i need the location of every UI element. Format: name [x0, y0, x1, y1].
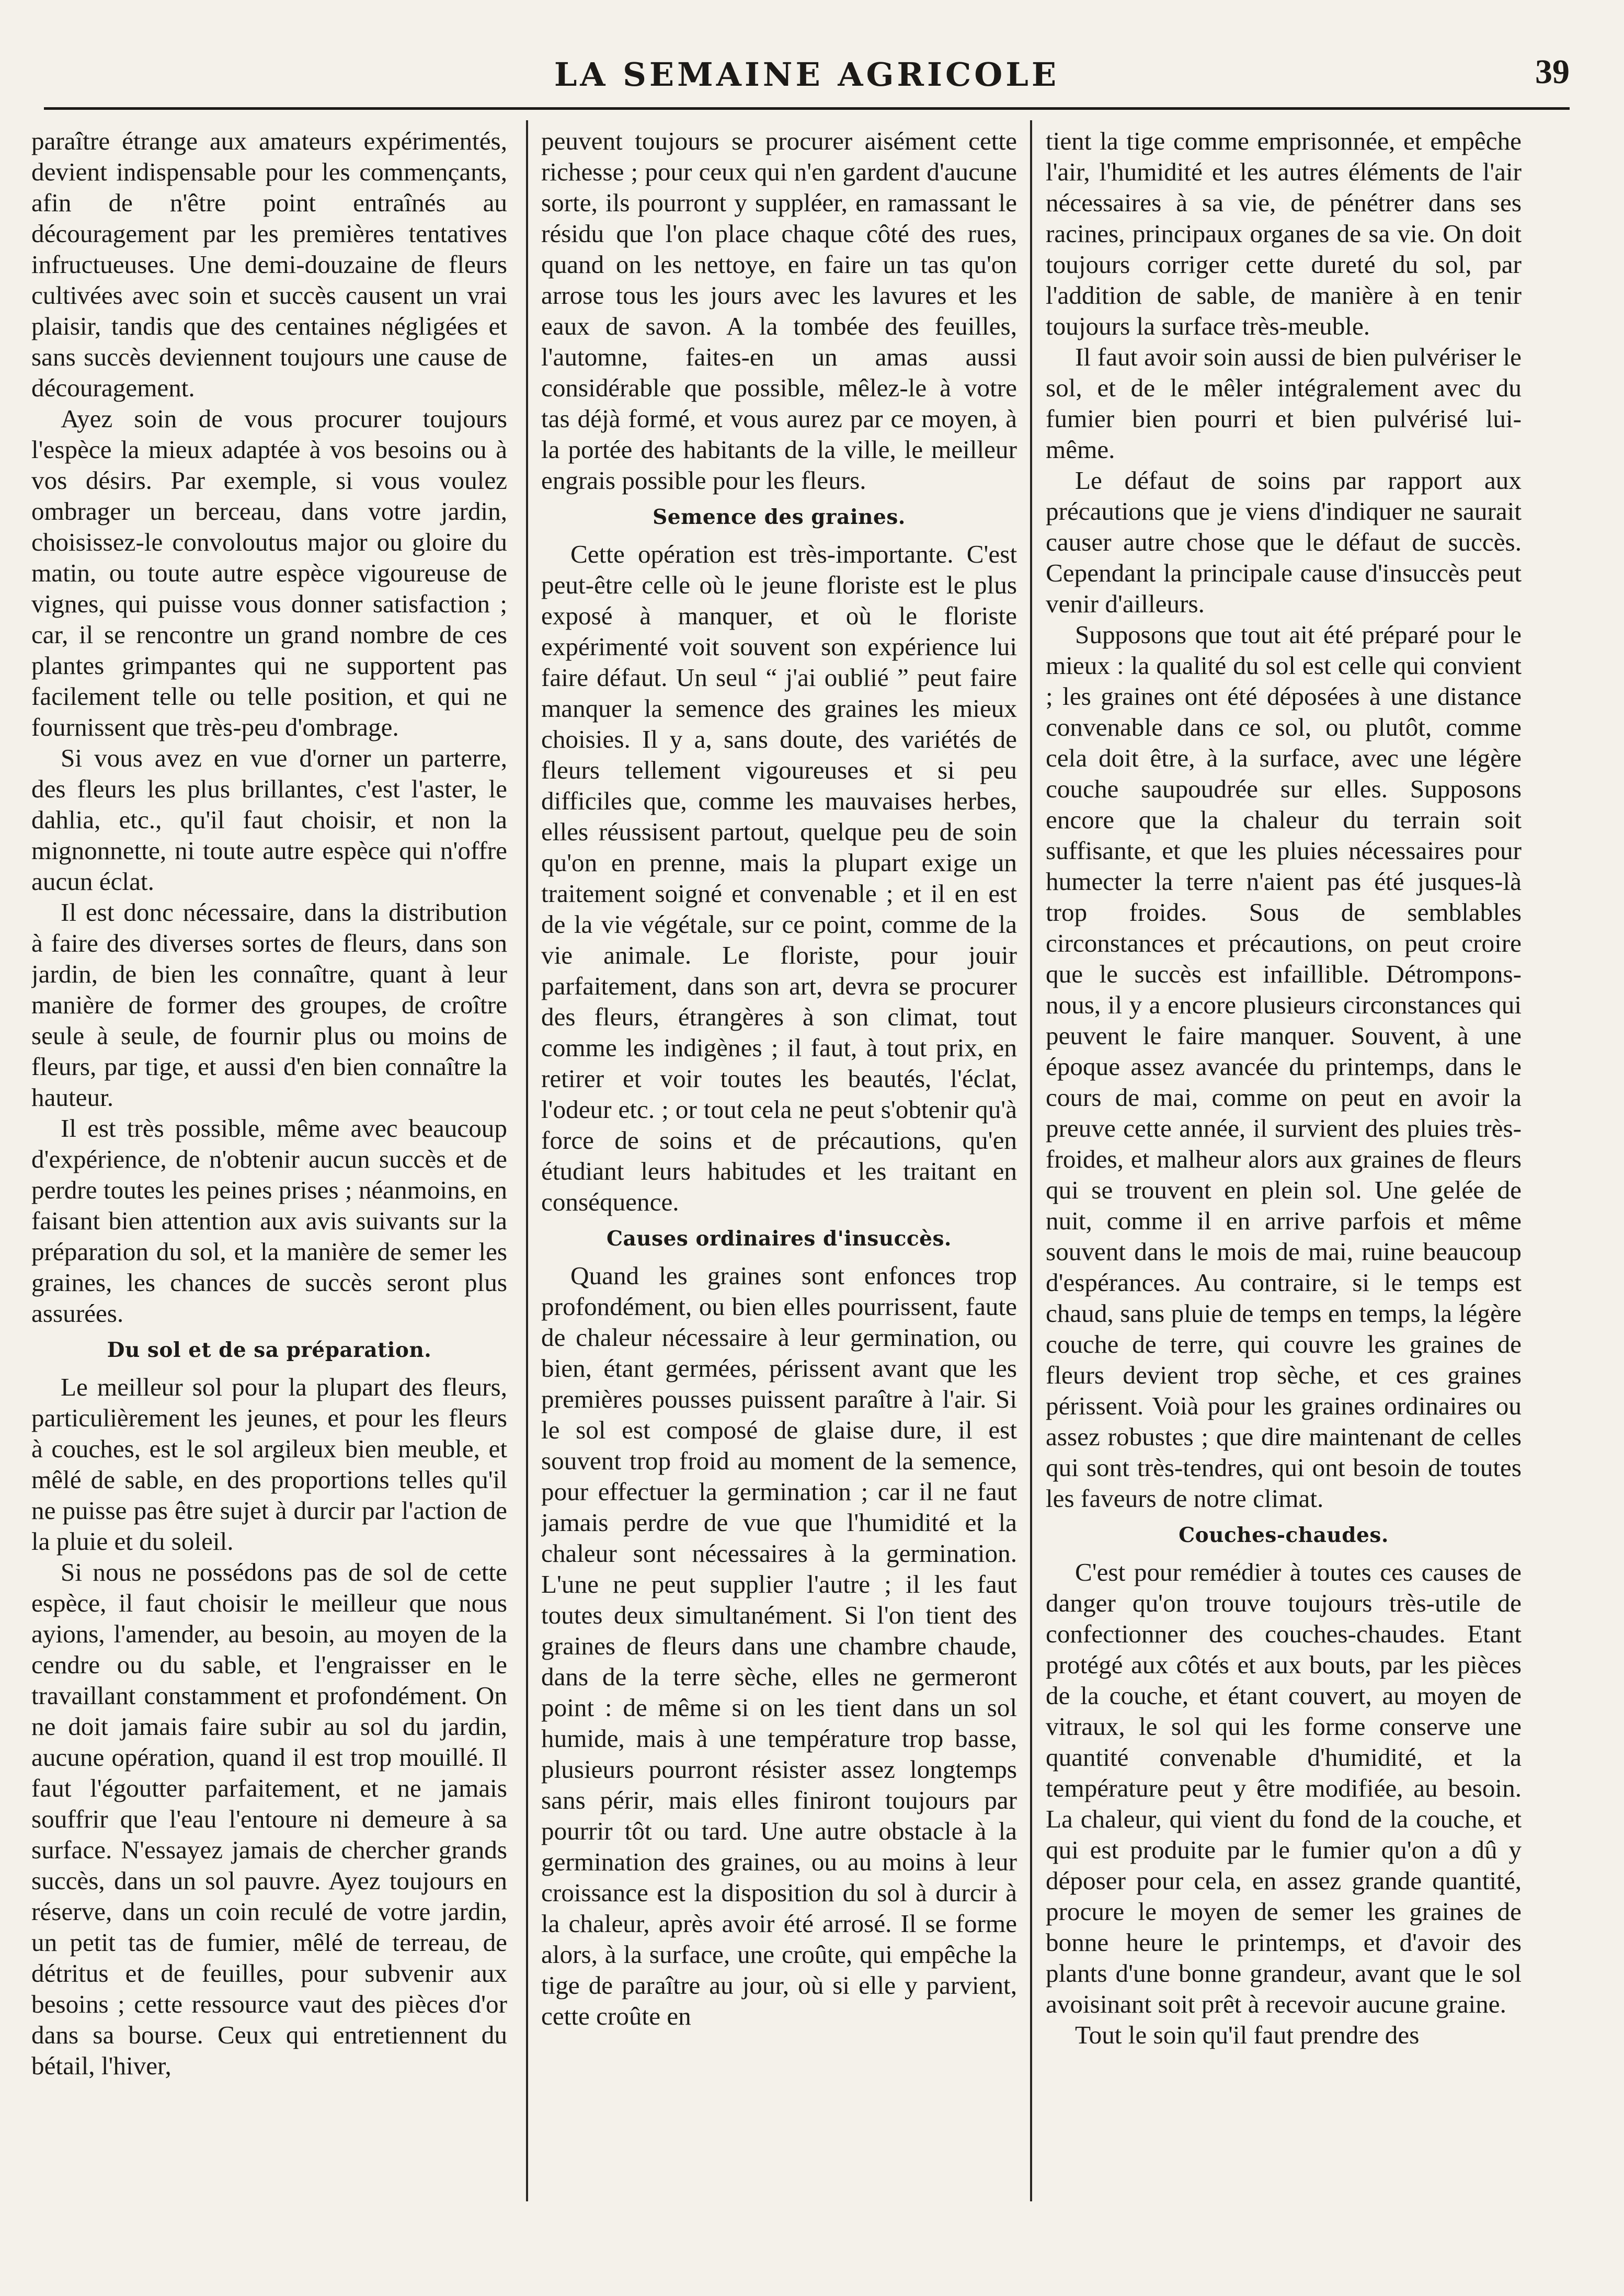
paragraph: Il est donc nécessaire, dans la distribution à faire des diverses sortes de fleurs, dans son jardin, de bien les connaître, quant à leur manière de former des groupes, de croître seule à seule, de fournir plus ou moins de fleurs, par tige, et aussi d'en bien connaître la hauteur.: [31, 898, 507, 1112]
paragraph: Si vous avez en vue d'orner un parterre, des fleurs les plus brillantes, c'est l'aster, le dahlia, etc., qu'il faut choisir, et non la mignonnette, ni toute autre espèce qui n'offre aucun éclat.: [31, 744, 507, 896]
header-rule: [44, 107, 1570, 110]
publication-title: LA SEMAINE AGRICOLE: [554, 55, 1060, 94]
masthead: [44, 50, 1570, 102]
paragraph: C'est pour remédier à toutes ces causes de danger qu'on trouve toujours très-utile de confectionner des couches-chaudes. Etant protégé aux côtés et aux bouts, par les pièces de la couche, et étant couvert, au moyen de vitraux, le sol qui les forme conserve une quantité convenable d'humidité, et la température peut y être modifiée, au besoin. La chaleur, qui vient du fond de la couche, et qui est produite par le fumier qu'on a dû y déposer pour cela, en assez grande quantité, procure le moyen de semer les graines de bonne heure le printemps, et d'avoir des plants d'une bonne grandeur, avant que le sol avoisinant soit prêt à recevoir aucune graine.: [1046, 1558, 1522, 2018]
paragraph: Le meilleur sol pour la plupart des fleurs, particulièrement les jeunes, et pour les fleurs à couches, est le sol argileux bien meuble, et mêlé de sable, en des proportions telles qu'il ne puisse pas être sujet à durcir par l'action de la pluie et du soleil.: [31, 1373, 507, 1556]
column-rule-2: [1030, 120, 1032, 2201]
section-heading: Couches-chaudes.: [1179, 1523, 1389, 1547]
paragraph: tient la tige comme emprisonnée, et empêche l'air, l'humidité et les autres éléments de l'air nécessaires à sa vie, de pénétrer dans ses racines, principaux organes de sa vie. On doit toujours corriger cette dureté du sol, par l'addition de sable, de manière à en tenir toujours la surface très-meuble.: [1046, 127, 1522, 340]
section-heading: Semence des graines.: [653, 505, 906, 529]
column-3: [1046, 125, 1522, 2196]
section-heading: Du sol et de sa préparation.: [107, 1338, 432, 1362]
paragraph: Quand les graines sont enfonces trop profondément, ou bien elles pourrissent, faute de chaleur nécessaire à leur germination, ou bien, étant germées, périssent avant que les premières pousses puissent paraître à l'air. Si le sol est composé de glaise dure, il est souvent trop froid au moment de la semence, pour effectuer la germination ; car il ne faut jamais perdre de vue que l'humidité et la chaleur sont nécessaires à la germination. L'une ne peut supplier l'autre ; il les faut toutes deux simultanément. Si l'on tient des graines de fleurs dans une chambre chaude, dans de la terre sèche, elles ne germeront point : de même si on les tient dans un sol humide, mais à une température trop basse, plusieurs pourront résister assez longtemps sans périr, mais elles finiront toujours par pourrir tôt ou tard. Une autre obstacle à la germination des graines, ou au moins à leur croissance est la disposition du sol à durcir à la chaleur, après avoir été arrosé. Il se forme alors, à la surface, une croûte, qui empêche la tige de paraître au jour, où si elle y parvient, cette croûte en: [541, 1261, 1017, 2030]
page-number: 39: [1535, 53, 1570, 91]
paragraph: Supposons que tout ait été préparé pour le mieux : la qualité du sol est celle qui convient ; les graines ont été déposées à une distance convenable dans ce sol, ou plutôt, comme cela doit être, à la surface, avec une légère couche saupoudrée sur elles. Supposons encore que la chaleur du terrain soit suffisante, et que les pluies nécessaires pour humecter la terre n'aient pas été jusques-là trop froides. Sous de semblables circonstances et précautions, on peut croire que le succès est infaillible. Détrompons-nous, il y a encore plusieurs circonstances qui peuvent le faire manquer. Souvent, à une époque assez avancée du printemps, dans le cours de mai, comme on peut en avoir la preuve cette année, il survient des pluies très-froides, et malheur alors aux graines de fleurs qui se trouvent en plein sol. Une gelée de nuit, comme il en arrive parfois et même souvent dans le mois de mai, ruine beaucoup d'espérances. Au contraire, si le temps est chaud, sans pluie de temps en temps, la légère couche de terre, qui couvre les graines de fleurs devient trop sèche, et ces graines périssent. Voià pour les graines ordinaires ou assez robustes ; que dire maintenant de celles qui sont très-tendres, qui ont besoin de toutes les faveurs de notre climat.: [1046, 620, 1522, 1513]
section-heading: Causes ordinaires d'insuccès.: [607, 1227, 952, 1251]
column-2: [541, 125, 1017, 2196]
column-1: [31, 125, 507, 2196]
paragraph: peuvent toujours se procurer aisément cette richesse ; pour ceux qui n'en gardent d'aucune sorte, ils pourront y suppléer, en ramassant le résidu que l'on place chaque côté des rues, quand on les nettoye, en faire un tas qu'on arrose tous les jours avec les lavures et les eaux de savon. A la tombée des feuilles, l'automne, faites-en un amas aussi considérable que possible, mêlez-le à votre tas déjà formé, et vous aurez par ce moyen, à la portée des habitants de la ville, le meilleur engrais possible pour les fleurs.: [541, 127, 1017, 495]
paragraph: paraître étrange aux amateurs expérimentés, devient indispensable pour les commençants, afin de n'être point entraînés au découragement par les premières tentatives infructueuses. Une demi-douzaine de fleurs cultivées avec soin et succès causent un vrai plaisir, tandis que des centaines négligées et sans succès deviennent toujours une cause de découragement.: [31, 127, 507, 402]
paragraph: Cette opération est très-importante. C'est peut-être celle où le jeune floriste est le plus exposé à manquer, et où le floriste expérimenté voit souvent son expérience lui faire défaut. Un seul “ j'ai oublié ” peut faire manquer la semence des graines les mieux choisies. Il y a, sans doute, des variétés de fleurs tellement vigoureuses et si peu difficiles que, comme les mauvaises herbes, elles réussisent partout, quelque peu de soin qu'on en prenne, mais la plupart exige un traitement soigné et convenable ; et il en est de la vie végétale, sur ce point, comme de la vie animale. Le floriste, pour jouir parfaitement, dans son art, devra se procurer des fleurs, étrangères à son climat, tout comme les indigènes ; il faut, à tout prix, en retirer et voir toutes les beautés, l'éclat, l'odeur etc. ; or tout cela ne peut s'obtenir qu'à force de soins et de précautions, qu'en étudiant leurs habitudes et les traitant en conséquence.: [541, 540, 1017, 1216]
column-rule-1: [526, 120, 528, 2201]
paragraph: Si nous ne possédons pas de sol de cette espèce, il faut choisir le meilleur que nous ayions, l'amender, au besoin, au moyen de la cendre ou du sable, et l'engraisser en le travaillant constamment et profondément. On ne doit jamais faire subir au sol du jardin, aucune opération, quand il est trop mouillé. Il faut l'égoutter parfaitement, et ne jamais souffrir que l'eau l'entoure ni demeure à sa surface. N'essayez jamais de chercher grands succès, dans un sol pauvre. Ayez toujours en réserve, dans un coin reculé de votre jardin, un petit tas de fumier, mêlé de terreau, de détritus et de feuilles, pour subvenir aux besoins ; cette ressource vaut des pièces d'or dans sa bourse. Ceux qui entretiennent du bétail, l'hiver,: [31, 1558, 507, 2080]
paragraph: Ayez soin de vous procurer toujours l'espèce la mieux adaptée à vos besoins ou à vos désirs. Par exemple, si vous voulez ombrager un berceau, dans votre jardin, choisissez-le convoloutus major ou gloire du matin, ou toute autre espèce vigoureuse de vignes, qui puisse vous donner satisfaction ; car, il se rencontre un grand nombre de ces plantes grimpantes qui ne supportent pas facilement telle ou telle position, et qui ne fournissent que très-peu d'ombrage.: [31, 404, 507, 741]
paragraph: Le défaut de soins par rapport aux précautions que je viens d'indiquer ne saurait causer autre chose que le défaut de succès. Cependant la principale cause d'insuccès peut venir d'ailleurs.: [1046, 466, 1522, 618]
paragraph: Tout le soin qu'il faut prendre des: [1075, 2020, 1420, 2049]
paragraph: Il faut avoir soin aussi de bien pulvériser le sol, et de le mêler intégralement avec du fumier bien pourri et bien pulvérisé lui-même.: [1046, 342, 1522, 464]
paragraph: Il est très possible, même avec beaucoup d'expérience, de n'obtenir aucun succès et de perdre toutes les peines prises ; néanmoins, en faisant bien attention aux avis suivants sur la préparation du sol, et la manière de semer les graines, les chances de succès seront plus assurées.: [31, 1114, 507, 1328]
